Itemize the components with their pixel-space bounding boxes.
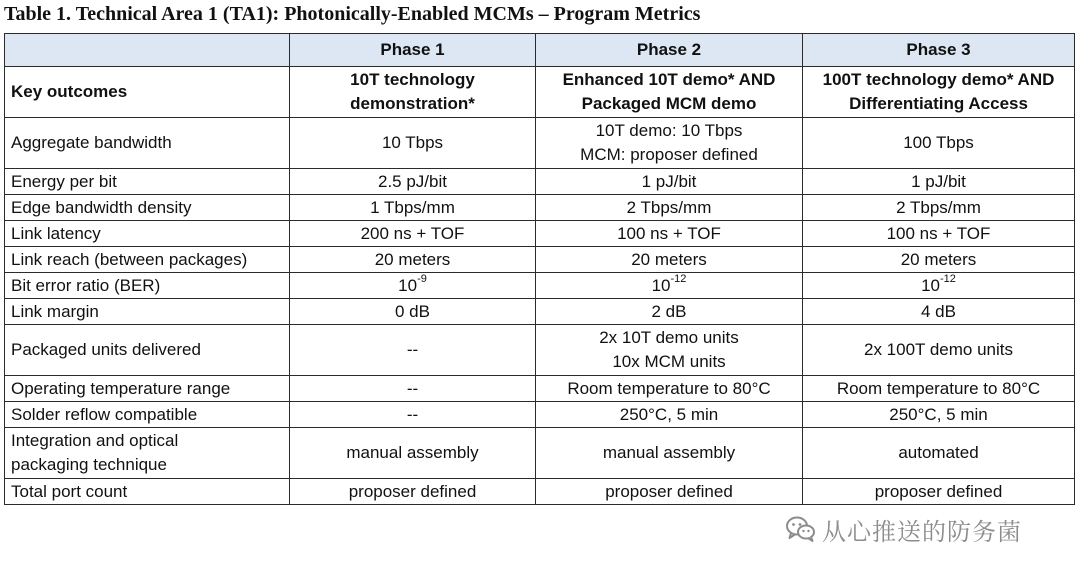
metric-label: Total port count <box>5 479 290 505</box>
metric-value-line: Room temperature to 80°C <box>567 378 771 398</box>
metric-value-line: 2 Tbps/mm <box>626 197 712 217</box>
metric-value-line: manual assembly <box>602 443 736 462</box>
metric-value-line: 200 ns + TOF <box>360 223 465 243</box>
metric-row <box>5 169 1075 195</box>
metric-value-phase-3 <box>803 376 1075 402</box>
metric-label-line: packaging technique <box>11 455 167 474</box>
metric-value-phase-2 <box>536 299 803 325</box>
metric-value-line: 1 pJ/bit <box>911 171 966 191</box>
metric-value-line: proposer defined <box>874 481 1003 501</box>
key-outcome-phase-1 <box>290 67 536 118</box>
metric-value-phase-2 <box>536 479 803 505</box>
metric-value-line: 4 dB <box>921 301 956 321</box>
ber-exponent: -12 <box>940 272 956 285</box>
metric-value-line: 2 Tbps/mm <box>896 197 981 217</box>
key-outcome-line: Enhanced 10T demo* AND <box>562 70 776 89</box>
wechat-icon <box>786 515 816 543</box>
metric-value-line: 10 Tbps <box>381 133 444 152</box>
metric-row <box>5 325 1075 376</box>
metric-row <box>5 195 1075 221</box>
metric-value-phase-1 <box>290 169 536 195</box>
metric-row <box>5 247 1075 273</box>
metric-value-line: manual assembly <box>346 443 479 462</box>
metrics-table <box>4 33 1075 505</box>
key-outcome-phase-2 <box>536 67 803 118</box>
metric-value-phase-3 <box>803 325 1075 376</box>
metric-value-phase-2 <box>536 428 803 479</box>
metric-value-phase-1 <box>290 428 536 479</box>
metric-value-phase-3 <box>803 118 1075 169</box>
metric-value-phase-3 <box>803 299 1075 325</box>
metric-row <box>5 428 1075 479</box>
metric-label: Link latency <box>5 221 290 247</box>
metric-value-phase-3 <box>803 273 1075 299</box>
metric-value-line: 1 Tbps/mm <box>370 197 455 217</box>
metric-value-line: 100 ns + TOF <box>617 223 721 243</box>
metric-value-line: MCM: proposer defined <box>580 145 758 164</box>
metric-value-phase-2 <box>536 402 803 428</box>
metric-value-phase-3 <box>803 247 1075 273</box>
metric-value-line: 2x 100T demo units <box>864 340 1013 359</box>
metric-label: Packaged units delivered <box>5 325 290 376</box>
key-outcomes-row <box>5 67 1075 118</box>
metric-value-line: -- <box>406 340 419 359</box>
header-corner-cell <box>5 34 290 67</box>
metric-value-phase-1 <box>290 402 536 428</box>
header-phase-2: Phase 2 <box>536 34 803 67</box>
metric-value-line: automated <box>898 443 979 462</box>
watermark-text: 从心推送的防务菌 <box>822 517 1022 546</box>
metric-label: Operating temperature range <box>5 376 290 402</box>
metric-label: Link margin <box>5 299 290 325</box>
metric-value-line: 250°C, 5 min <box>619 404 719 424</box>
key-outcome-line: 10T technology <box>350 70 475 89</box>
metric-label: Bit error ratio (BER) <box>5 273 290 299</box>
metric-value-phase-1 <box>290 247 536 273</box>
metric-value-line: 0 dB <box>395 301 430 321</box>
metric-value-phase-1 <box>290 195 536 221</box>
header-phase-3: Phase 3 <box>803 34 1075 67</box>
metric-value-line: proposer defined <box>348 481 477 501</box>
ber-base: 10 <box>398 275 418 295</box>
metric-value-phase-3 <box>803 428 1075 479</box>
metric-value-phase-1 <box>290 221 536 247</box>
metric-value-line: 10x MCM units <box>612 352 726 371</box>
metric-label-line: Integration and optical <box>11 431 179 450</box>
metric-value-phase-2 <box>536 118 803 169</box>
table-caption: Table 1. Technical Area 1 (TA1): Photonically-Enabled MCMs – Program Metrics <box>4 3 701 25</box>
metric-value-phase-1 <box>290 299 536 325</box>
metric-value-line: 10T demo: 10 Tbps <box>595 121 743 140</box>
key-outcomes-label: Key outcomes <box>5 67 290 118</box>
metric-row <box>5 479 1075 505</box>
metric-value-line: 2x 10T demo units <box>599 328 739 347</box>
metric-value-phase-1 <box>290 376 536 402</box>
metric-label <box>5 428 290 479</box>
metric-value-line: 2 dB <box>651 301 687 321</box>
metric-value-phase-2 <box>536 376 803 402</box>
metric-value-phase-2 <box>536 169 803 195</box>
metric-row <box>5 376 1075 402</box>
metric-value-phase-3 <box>803 169 1075 195</box>
ber-exponent: -9 <box>417 272 427 285</box>
metric-value-phase-3 <box>803 221 1075 247</box>
key-outcome-line: Differentiating Access <box>849 94 1028 113</box>
metric-value-phase-1 <box>290 273 536 299</box>
metric-value-line: 2.5 pJ/bit <box>378 171 447 191</box>
metric-row <box>5 221 1075 247</box>
metric-value-phase-1 <box>290 325 536 376</box>
metric-row <box>5 118 1075 169</box>
metric-value-phase-2 <box>536 195 803 221</box>
ber-exponent: -12 <box>670 272 687 285</box>
metric-value-phase-2 <box>536 325 803 376</box>
metric-value-phase-3 <box>803 195 1075 221</box>
metric-value-line: -- <box>406 404 419 424</box>
metric-value-line: -- <box>406 378 419 398</box>
ber-base: 10 <box>921 275 940 295</box>
watermark <box>786 511 1022 547</box>
metric-value-phase-1 <box>290 118 536 169</box>
metric-label: Aggregate bandwidth <box>5 118 290 169</box>
metric-value-line: 1 pJ/bit <box>641 171 697 191</box>
metric-value-line: proposer defined <box>605 481 733 501</box>
metric-value-line: 20 meters <box>374 249 451 269</box>
metric-value-phase-2 <box>536 247 803 273</box>
header-phase-1: Phase 1 <box>290 34 536 67</box>
metric-value-line: 100 Tbps <box>903 133 974 152</box>
header-row <box>5 34 1075 67</box>
metric-row <box>5 402 1075 428</box>
metric-value-phase-2 <box>536 273 803 299</box>
key-outcome-line: 100T technology demo* AND <box>822 70 1055 89</box>
key-outcome-line: Packaged MCM demo <box>581 94 757 113</box>
key-outcome-phase-3 <box>803 67 1075 118</box>
metric-row <box>5 299 1075 325</box>
metric-row <box>5 273 1075 299</box>
metric-value-phase-1 <box>290 479 536 505</box>
metrics-table-body <box>5 34 1075 505</box>
metric-value-line: 20 meters <box>631 249 707 269</box>
metric-value-line: 100 ns + TOF <box>886 223 991 243</box>
metric-value-line: 250°C, 5 min <box>889 404 988 424</box>
metric-label: Solder reflow compatible <box>5 402 290 428</box>
key-outcome-line: demonstration* <box>350 94 475 113</box>
metric-value-phase-2 <box>536 221 803 247</box>
metric-value-line: 20 meters <box>900 249 977 269</box>
metric-label: Link reach (between packages) <box>5 247 290 273</box>
metric-label: Energy per bit <box>5 169 290 195</box>
metric-value-phase-3 <box>803 479 1075 505</box>
metric-label: Edge bandwidth density <box>5 195 290 221</box>
ber-base: 10 <box>651 275 671 295</box>
metric-value-line: Room temperature to 80°C <box>836 378 1041 398</box>
metric-value-phase-3 <box>803 402 1075 428</box>
